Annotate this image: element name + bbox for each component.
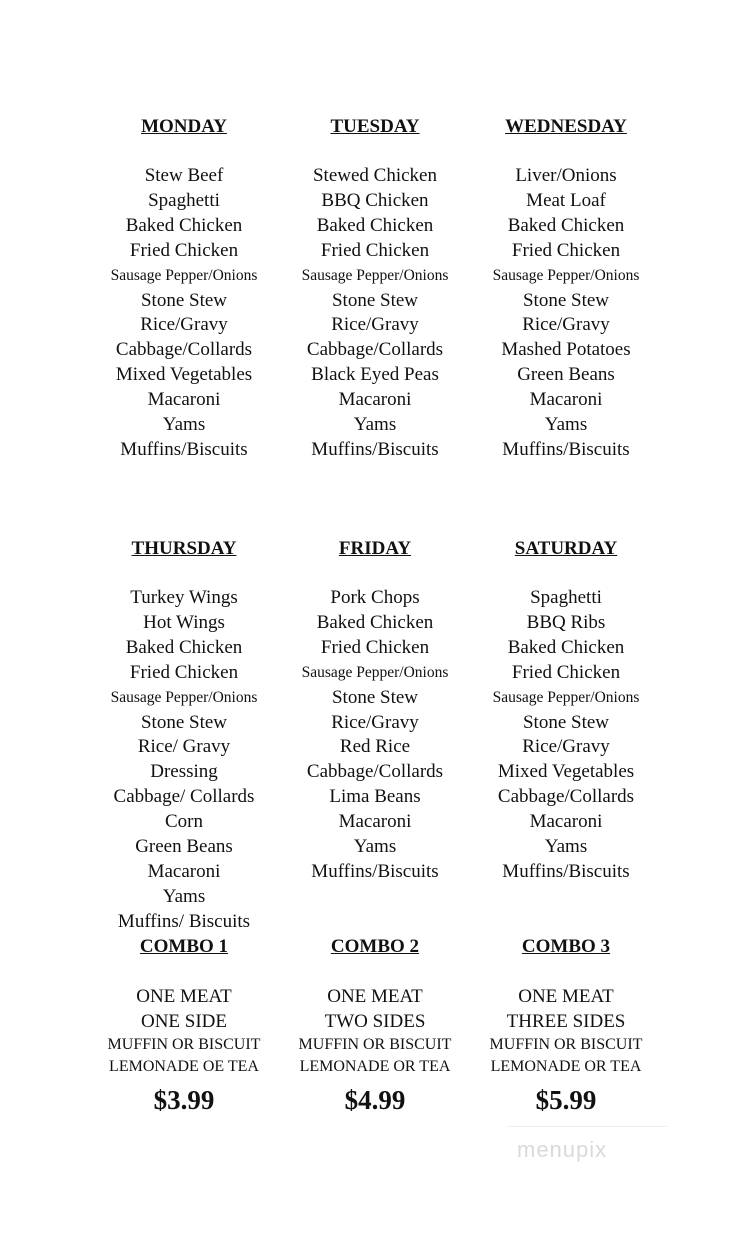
day-heading: SATURDAY [514,538,618,559]
menu-item: Stone Stew [522,711,610,733]
menu-item: Yams [544,836,588,858]
day-heading: WEDNESDAY [505,116,627,137]
menu-item: Stone Stew [331,686,419,708]
menu-item: Stone Stew [331,289,419,311]
menu-item: Cabbage/Collards [306,339,444,361]
monday-column [79,115,289,463]
combo-price: $5.99 [535,1085,597,1115]
menu-item: Cabbage/Collards [306,761,444,783]
menu-item: Fried Chicken [320,636,430,658]
menu-item: Yams [353,836,397,858]
menu-item: Fried Chicken [320,239,430,261]
combo-line: LEMONADE OR TEA [490,1058,642,1075]
combo-line: ONE MEAT [136,986,232,1007]
day-heading: MONDAY [141,116,227,137]
combo-title: COMBO 1 [139,936,229,957]
menu-item: Rice/Gravy [140,314,228,336]
menu-item: Turkey Wings [130,587,238,608]
menu-item: Rice/Gravy [331,314,419,336]
menu-item: Cabbage/Collards [497,786,635,808]
thursday-column [79,537,289,935]
combo-line: ONE MEAT [327,986,423,1007]
menu-item: Sausage Pepper/Onions [492,266,640,284]
day-heading: THURSDAY [131,538,237,559]
combo-line: MUFFIN OR BISCUIT [489,1036,643,1053]
combo-line: ONE MEAT [518,986,614,1007]
menu-item: Liver/Onions [515,165,617,186]
menu-item: Macaroni [147,860,221,882]
menu-item: Rice/Gravy [522,736,610,758]
menu-item: Muffins/Biscuits [311,860,439,882]
menu-item: Fried Chicken [129,661,239,683]
day-heading: TUESDAY [330,116,420,137]
menu-item: Cabbage/ Collards [113,786,255,808]
menu-item: Yams [162,414,206,436]
menu-item: Yams [353,414,397,436]
menu-item: Mixed Vegetables [497,761,635,783]
combo-1 [79,935,289,1118]
menu-item: Baked Chicken [316,214,434,236]
menu-item: Sausage Pepper/Onions [110,266,258,284]
tuesday-column [270,115,480,463]
wednesday-column [461,115,671,463]
menu-item: Baked Chicken [125,214,243,236]
watermark-logo: menupix [517,1137,608,1162]
menu-item: Fried Chicken [129,239,239,261]
menu-item: Muffins/Biscuits [311,438,439,460]
menu-item: Muffins/Biscuits [120,438,248,460]
menu-item: Rice/ Gravy [137,736,231,758]
menu-item: Lima Beans [329,786,421,808]
combo-3 [461,935,671,1118]
menu-item: Muffins/ Biscuits [117,910,251,932]
menu-item: Baked Chicken [507,636,625,658]
saturday-column [461,537,671,885]
menu-item: Stone Stew [140,711,228,733]
menu-item: Stew Beef [144,165,224,186]
menu-item: Muffins/Biscuits [502,860,630,882]
menu-item: Sausage Pepper/Onions [110,688,258,706]
menu-item: Yams [544,414,588,436]
day-heading: FRIDAY [338,538,412,559]
combo-title: COMBO 2 [330,936,420,957]
menu-item: Stewed Chicken [312,165,437,186]
menu-item: Stone Stew [522,289,610,311]
menu-item: Muffins/Biscuits [502,438,630,460]
combo-line: MUFFIN OR BISCUIT [298,1036,452,1053]
combo-line: TWO SIDES [324,1011,426,1032]
friday-column [270,537,480,885]
combo-line: LEMONADE OR TEA [299,1058,451,1075]
menu-item: Baked Chicken [316,611,434,633]
menu-item: Macaroni [147,389,221,411]
menu-item: Rice/Gravy [522,314,610,336]
menu-item: Fried Chicken [511,239,621,261]
menu-item: Hot Wings [143,611,225,633]
menu-item: Baked Chicken [125,636,243,658]
menu-item: Sausage Pepper/Onions [301,266,449,284]
menu-item: Macaroni [338,811,412,833]
combo-line: THREE SIDES [506,1011,626,1032]
menu-item: Yams [162,885,206,907]
menu-item: Mixed Vegetables [115,364,253,386]
menu-item: Corn [165,811,203,833]
menu-item: Green Beans [135,836,233,858]
menu-item: Black Eyed Peas [311,364,439,386]
combo-title: COMBO 3 [521,936,611,957]
combo-price: $4.99 [344,1085,406,1115]
menu-item: Red Rice [339,736,411,758]
menu-item: Macaroni [529,389,603,411]
menu-item: BBQ Chicken [321,189,429,211]
menu-item: Spaghetti [148,189,220,211]
menu-item: Sausage Pepper/Onions [492,688,640,706]
watermark-divider [507,1126,667,1127]
combo-price: $3.99 [153,1085,215,1115]
combo-2 [270,935,480,1118]
combo-line: ONE SIDE [140,1011,228,1032]
combo-line: MUFFIN OR BISCUIT [107,1036,261,1053]
menu-item: Green Beans [517,364,615,386]
menu-item: Spaghetti [530,587,602,608]
menu-item: Mashed Potatoes [501,339,631,361]
menu-item: BBQ Ribs [526,611,606,633]
menu-item: Rice/Gravy [331,711,419,733]
menu-item: Macaroni [338,389,412,411]
menu-item: Meat Loaf [526,189,606,211]
menu-item: Dressing [150,761,218,783]
menu-item: Sausage Pepper/Onions [301,663,449,681]
menu-item: Fried Chicken [511,661,621,683]
menu-item: Stone Stew [140,289,228,311]
menu-item: Cabbage/Collards [115,339,253,361]
menu-item: Macaroni [529,811,603,833]
menu-item: Pork Chops [330,587,420,608]
combo-line: LEMONADE OE TEA [109,1058,259,1075]
menu-item: Baked Chicken [507,214,625,236]
